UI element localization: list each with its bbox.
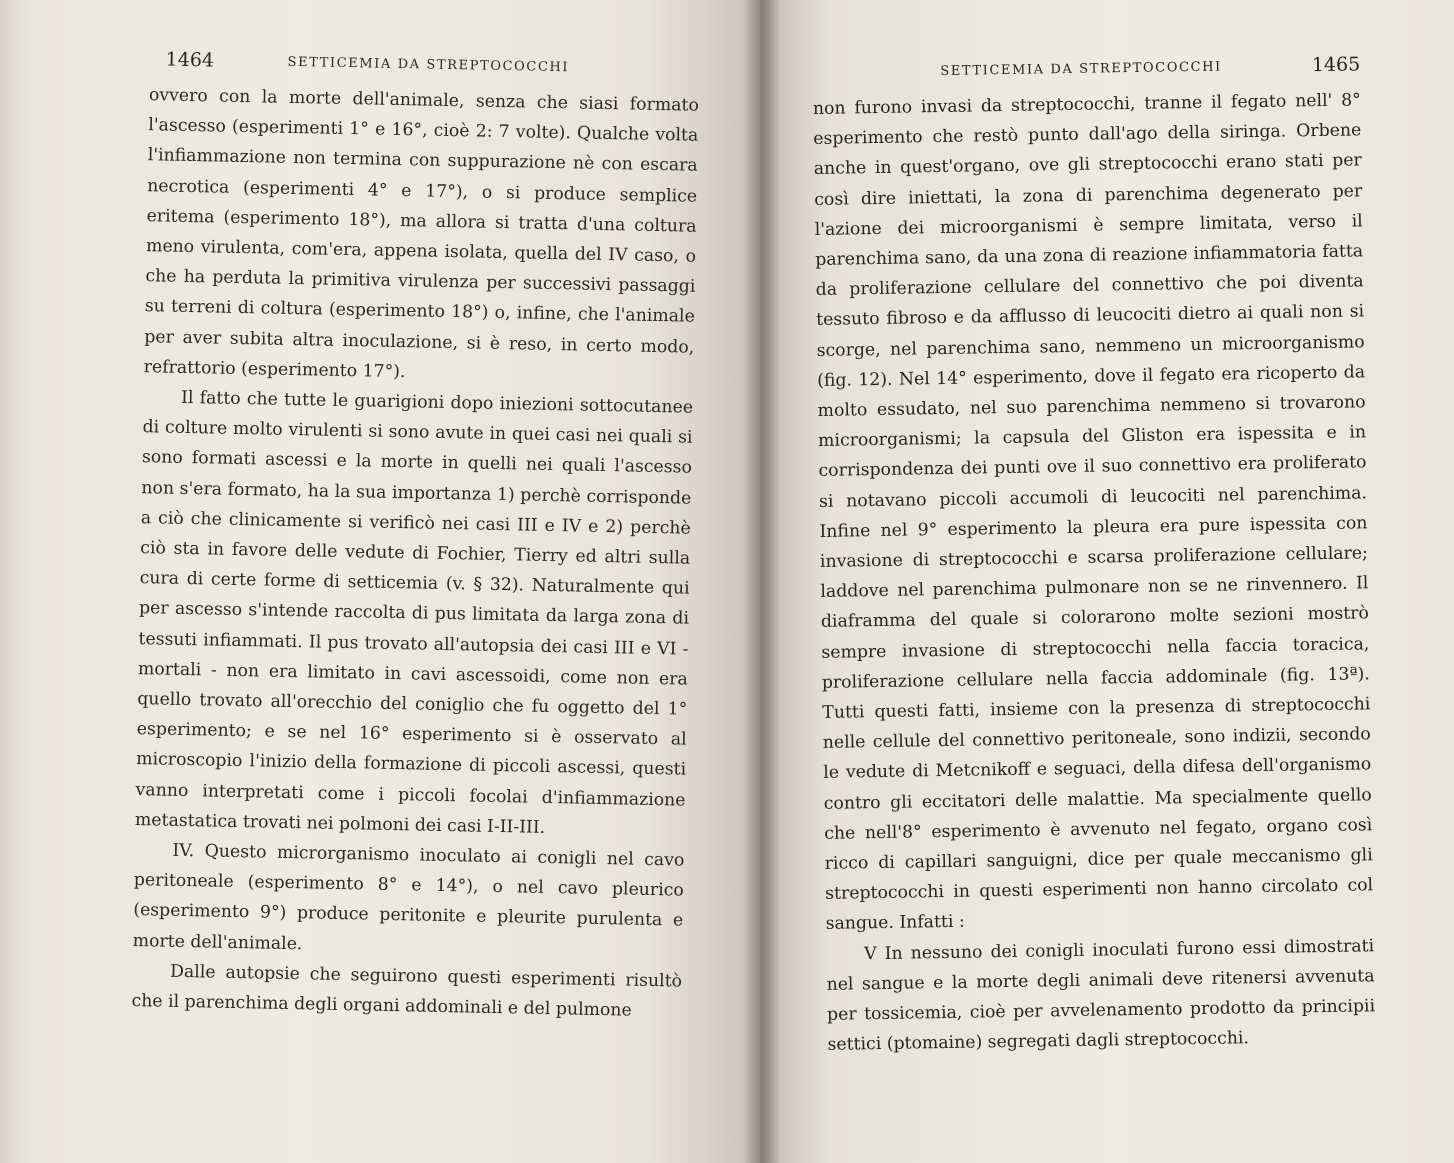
right-page-content bbox=[812, 45, 1376, 1060]
running-head-right: SETTICEMIA DA STREPTOCOCCHI bbox=[940, 59, 1222, 79]
paragraph: IV. Questo microrganismo inoculato ai conigli nel cavo peritoneale (esperimento 8° e 14°), o nel cavo pleurico (esperimento 9°) produce peritonite e pleurite purulenta e morte dell'animale. bbox=[132, 840, 685, 954]
page-number-right: 1465 bbox=[1311, 53, 1361, 77]
paragraph: non furono invasi da streptococchi, tranne il fegato nell' 8° esperimento che restò punto dall'ago della siringa. Orbene anche in quest'organo, ove gli streptococchi erano stati per così dire iniettati, la zona di parenchima degenerato per l'azione dei microorganismi è sempre limitata, verso il parenchima sano, da una zona di reazione infiammatoria fatta da proliferazione cellulare del connettivo che poi diventa tessuto fibroso e da afflusso di leucociti dietro ai quali non si scorge, nel parenchima sano, nemmeno un microorganismo (fig. 12). Nel 14° esperimento, dove il fegato era ricoperto da molto essudato, nel suo parenchima nemmeno si trovarono microorganismi; la capsula del Gliston era ispessita e in corrispondenza dei punti ove il suo connettivo era proliferato si notavano piccoli accumoli di leucociti nel parenchima. Infine nel 9° esperimento la pleura era pure ispessita con invasione di streptococchi e scarsa proliferazione cellulare; laddove nel parenchima pulmonare non se ne rinvennero. Il diaframma del quale si colorarono molte sezioni mostrò sempre invasione di streptococchi nella faccia toracica, proliferazione cellulare nella faccia addominale (fig. 13ª). Tutti questi fatti, insieme con la presenza di streptococchi nelle cellule del connettivo peritoneale, sono indizii, secondo le vedute di Metcnikoff e seguaci, della difesa dell'organismo contro gli eccitatori delle malattie. Ma specialmente quello che nell'8° esperimento è avvenuto nel fegato, organo così ricco di capillari sanguigni, dice per quale meccanismo gli streptococchi in questi esperimenti non hanno circolato col sangue. Infatti : bbox=[812, 90, 1374, 935]
left-page-content bbox=[121, 40, 700, 1027]
right-page-text bbox=[813, 85, 1376, 1060]
paragraph: V In nessuno dei conigli inoculati furono essi dimostrati nel sangue e la morte degli animali deve ritenersi avvenuta per tossicemia, cioè per avvelenamento prodotto da principii settici (ptomaine) segregati dagli streptococchi. bbox=[826, 935, 1376, 1056]
paragraph: ovvero con la morte dell'animale, senza che siasi formato l'ascesso (esperimenti 1° e 16°, cioè 2: 7 volte). Qualche volta l'infiammazione non termina con suppurazione nè con escara necrotica (esperimenti 4° e 17°), o si produce semplice eritema (esperimento 18°), ma allora si tratta d'una coltura meno virulenta, com'era, appena isolata, quella del IV caso, o che ha perduta la primitiva virulenza per successivi passaggi su terreni di coltura (esperimento 18°) o, infine, che l'animale per aver subita altra inoculazione, si è reso, in certo modo, refrattorio (esperimento 17°). bbox=[143, 85, 700, 382]
book-gutter bbox=[744, 0, 780, 1163]
paragraph: Dalle autopsie che seguirono questi esperimenti risultò che il parenchima degli organi addominali e del pulmone bbox=[131, 961, 683, 1021]
left-page-text bbox=[131, 80, 699, 1027]
page-number-left: 1464 bbox=[165, 48, 215, 72]
running-head-left: SETTICEMIA DA STREPTOCOCCHI bbox=[287, 54, 570, 76]
paragraph: Il fatto che tutte le guarigioni dopo iniezioni sottocutanee di colture molto virulenti si sono avute in quei casi nei quali si sono formati ascessi e la morte in quelli nei quali l'ascesso non s'era formato, ha la sua importanza 1) perchè corrisponde a ciò che clinicamente si verificò nei casi III e IV e 2) perchè ciò sta in favore delle vedute di Fochier, Tierry ed altri sulla cura di certe forme di setticemia (v. § 32). Naturalmente qui per ascesso s'intende raccolta di pus limitata da larga zona di tessuti infiammati. Il pus trovato all'autopsia dei casi III e VI - mortali - non era limitato in cavi ascessoidi, come non era quello trovato all'orecchio del coniglio che fu oggetto del 1° esperimento; e se nel 16° esperimento si è osservato al microscopio l'inizio della formazione di piccoli ascessi, questi vanno interpretati come i piccoli focolai d'infiammazione metastatica trovati nei polmoni dei casi I-II-III. bbox=[134, 387, 694, 838]
